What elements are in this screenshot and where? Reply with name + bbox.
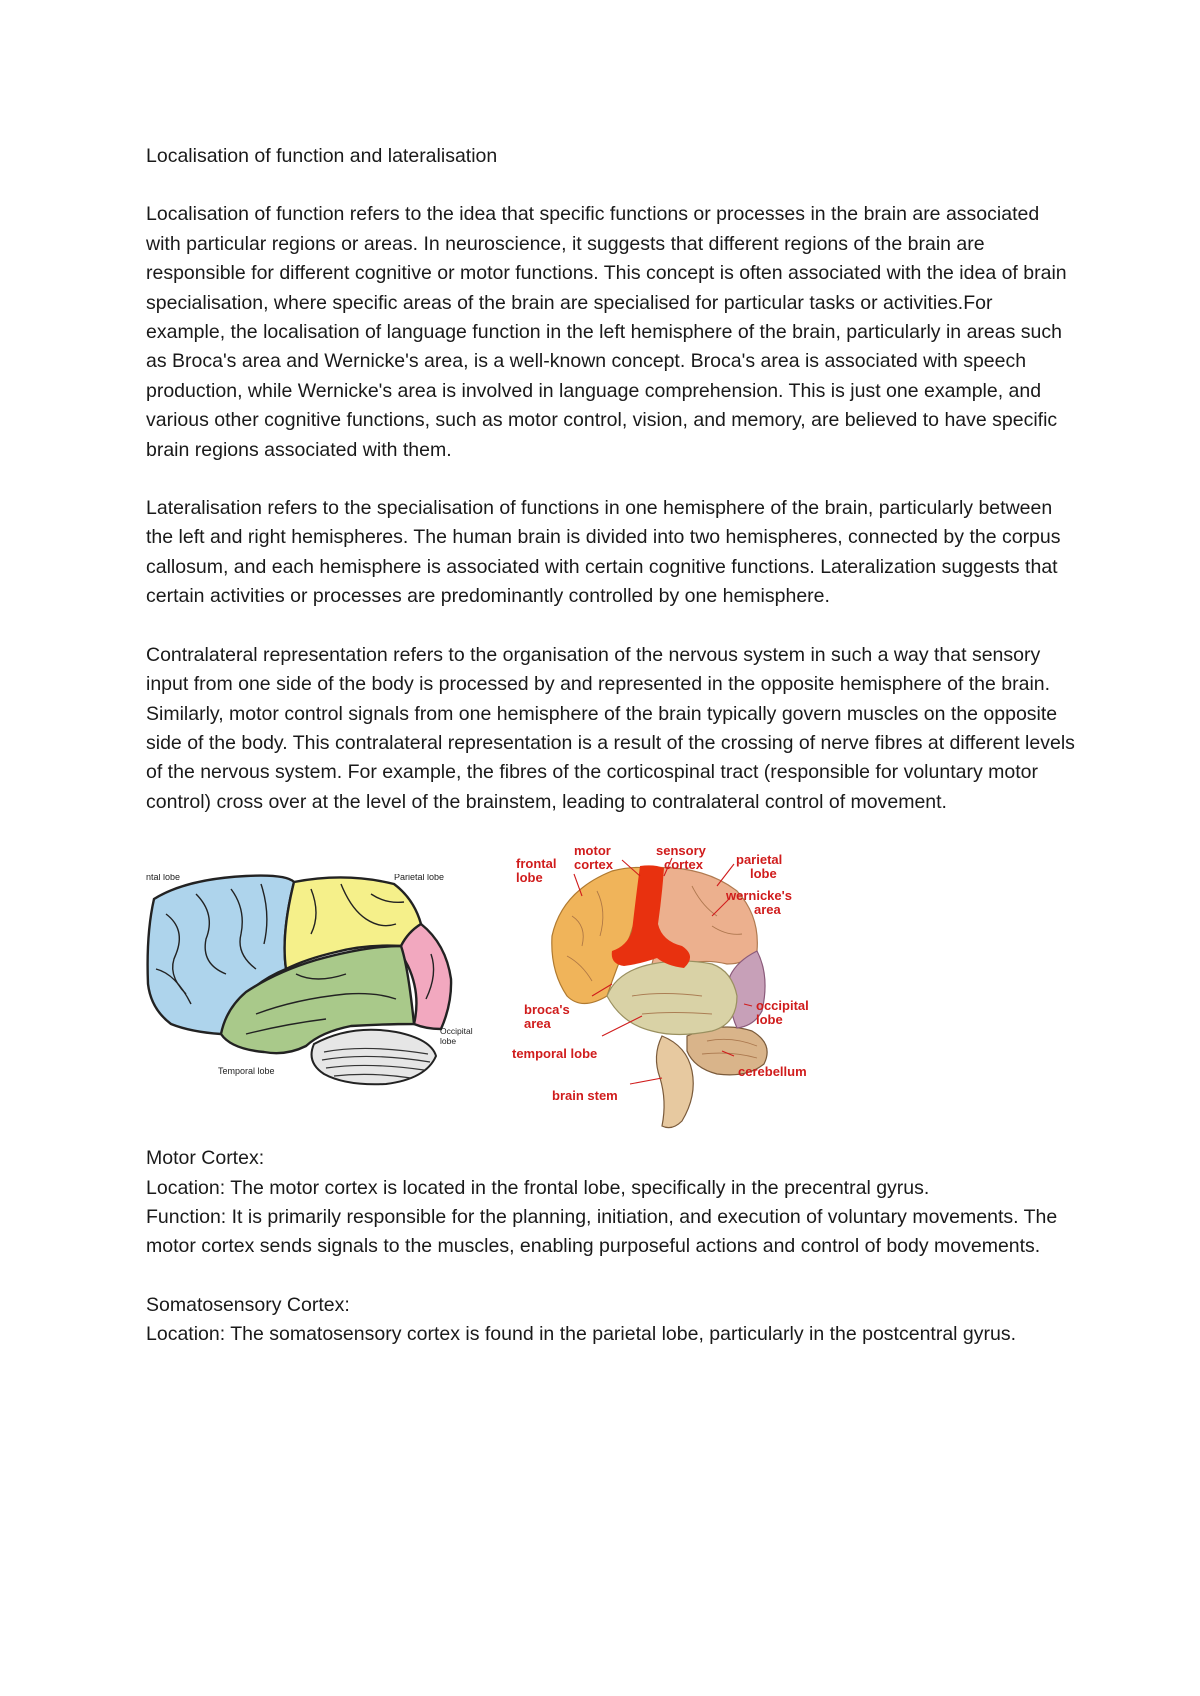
label-occipital-lobe-2: lobe	[440, 1036, 457, 1047]
paragraph-contralateral: Contralateral representation refers to the organisation of the nervous system in such a way that sensory input from one side of the body is processed by and represented in the opposite hemisphere of the brain. Similarly, motor control signals from one hemisphere of the brain typically govern muscles on the opposite side of the body. This contralateral representation is a result of the crossing of nerve fibres at different levels of the nervous system. For example, the fibres of the corticospinal tract (responsible for voluntary motor control) cross over at the level of the brainstem, leading to contralateral control of movement.	[146, 643, 1075, 813]
label-occipital-2: lobe	[756, 1012, 783, 1028]
label-parietal-lobe: Parietal lobe	[394, 874, 445, 883]
brain-figures	[146, 846, 1076, 1144]
label-wernicke-2: area	[754, 902, 781, 918]
label-wernicke-1: wernicke's	[726, 888, 792, 904]
label-sensory-2: cortex	[664, 857, 704, 873]
label-cerebellum: cerebellum	[738, 1064, 807, 1080]
brain-lobes-diagram	[146, 874, 476, 1106]
paragraph-lateralisation: Lateralisation refers to the specialisation of functions in one hemisphere of the brain, particularly between the left and right hemispheres. The human brain is divided into two hemispheres, connected by the corpus callosum, and each hemisphere is associated with certain cognitive functions. Lateralization suggests that certain activities or processes are predominantly controlled by one hemisphere.	[146, 497, 1061, 608]
label-sensory-1: sensory	[656, 846, 706, 859]
motor-cortex-heading: Motor Cortex:	[146, 1147, 265, 1170]
paragraph-localisation: Localisation of function refers to the idea that specific functions or processes in the brain are associated with particular regions or areas. In neuroscience, it suggests that different regions of the brain are responsible for different cognitive or motor functions. This concept is often associated with the idea of brain specialisation, where specific areas of the brain are specialised for particular tasks or activities.For example, the localisation of language function in the left hemisphere of the brain, particularly in areas such as Broca's area and Wernicke's area, is a well-known concept. Broca's area is associated with speech production, while Wernicke's area is involved in language comprehension. This is just one example, and various other cognitive functions, such as motor control, vision, and memory, are believed to have specific brain regions associated with them.	[146, 203, 1067, 461]
somatosensory-cortex-heading: Somatosensory Cortex:	[146, 1293, 350, 1316]
label-temporal-lobe: Temporal lobe	[218, 1066, 275, 1077]
label-occipital-lobe-1: Occipital	[440, 1026, 473, 1037]
motor-cortex-section	[146, 1144, 1076, 1262]
label-frontal-1: frontal	[516, 856, 557, 872]
label-brain-stem: brain stem	[552, 1088, 618, 1104]
label-frontal-2: lobe	[516, 870, 543, 886]
label-occipital-1: occipital	[756, 998, 809, 1014]
label-motor-1: motor	[574, 846, 611, 859]
motor-cortex-function: Function: It is primarily responsible for the planning, initiation, and execution of voluntary movements. The motor cortex sends signals to the muscles, enabling purposeful actions and control of body movements.	[146, 1205, 1058, 1258]
somatosensory-cortex-location: Location: The somatosensory cortex is found in the parietal lobe, particularly in the postcentral gyrus.	[146, 1323, 1017, 1346]
label-frontal-lobe: ntal lobe	[146, 874, 181, 883]
document-page	[146, 142, 1076, 1350]
document-title: Localisation of function and lateralisation	[146, 145, 498, 167]
motor-cortex-location: Location: The motor cortex is located in the frontal lobe, specifically in the precentral gyrus.	[146, 1176, 930, 1199]
somatosensory-cortex-section	[146, 1291, 1076, 1350]
label-motor-2: cortex	[574, 857, 614, 873]
label-broca-1: broca's	[524, 1002, 570, 1018]
label-parietal-2: lobe	[750, 866, 777, 882]
brain-functional-areas-diagram	[512, 846, 842, 1142]
label-temporal: temporal lobe	[512, 1046, 598, 1062]
label-broca-2: area	[524, 1016, 551, 1032]
label-parietal-1: parietal	[736, 852, 783, 868]
